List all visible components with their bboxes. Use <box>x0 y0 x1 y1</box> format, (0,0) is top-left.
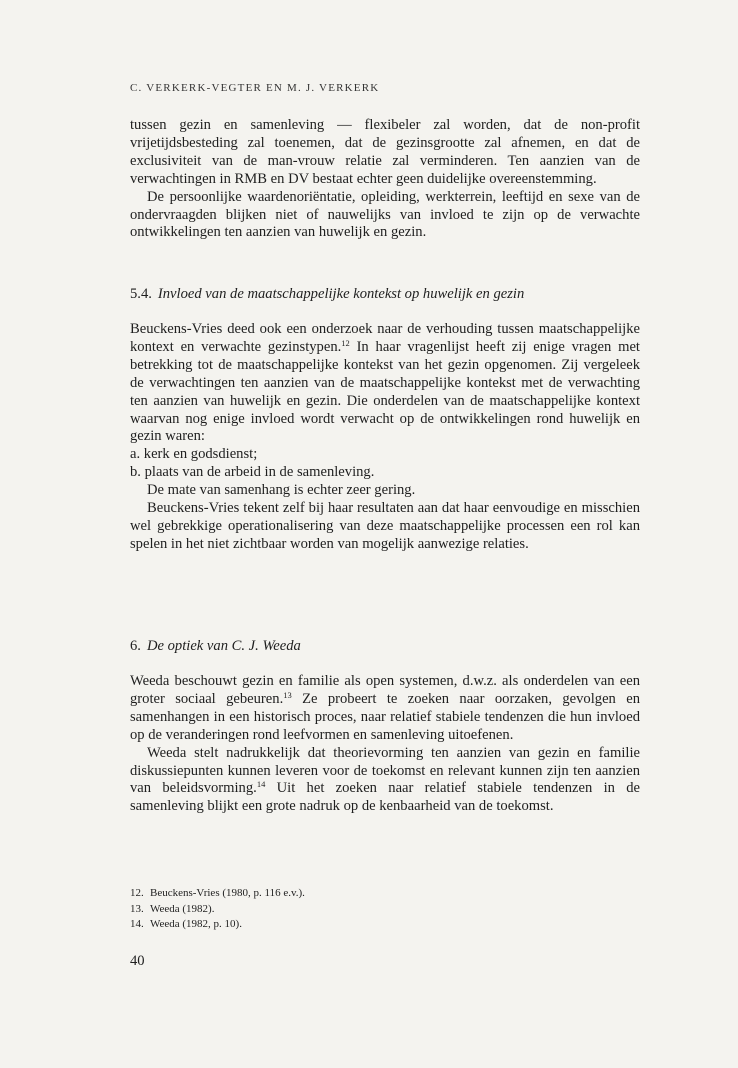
footnote-12 <box>130 886 305 902</box>
section-6-text-block <box>130 673 640 816</box>
footnotes <box>130 886 305 933</box>
footnote-text: Weeda (1982, p. 10). <box>150 918 242 930</box>
section-number: 6. <box>130 638 141 654</box>
section-title: De optiek van C. J. Weeda <box>146 638 301 654</box>
paragraph-text: Ze probeert te zoeken naar oorzaken, gevolgen en samenhangen in een historisch proces, naar relatief stabiele tendenzen die hun invloed op de veranderingen rond leefvormen en samenleving uitoefenen. <box>130 690 640 743</box>
document-page <box>130 0 642 1068</box>
footnote-ref-12: 12 <box>341 337 350 348</box>
section-title: Invloed van de maatschappelijke kontekst op huwelijk en gezin <box>157 286 525 302</box>
paragraph-weeda-systemen <box>130 673 640 745</box>
paragraph-text: Weeda beschouwt gezin en familie als open systemen, d.w.z. als onderdelen van een groter sociaal gebeuren. <box>130 673 640 707</box>
paragraph-samenhang: De mate van samenhang is echter zeer gering. <box>147 482 416 499</box>
section-heading-5-4 <box>130 285 524 303</box>
paragraph-continued: tussen gezin en samenleving — flexibeler zal worden, dat de non-profit vrijetijdsbesteding zal toenemen, dat de gezinsgrootte zal afnemen, en dat de exclusiviteit van de man-vrouw relatie zal verminderen. Ten aanzien van de verwachtingen in RMB en DV bestaat echter geen duidelijke overeenstemming. <box>130 117 640 187</box>
list-item-a: a. kerk en godsdienst; <box>130 446 258 463</box>
page-number: 40 <box>130 953 145 969</box>
footnote-ref-13: 13 <box>283 689 292 700</box>
footnote-text: Weeda (1982). <box>150 902 215 915</box>
paragraph-text: Weeda stelt nadrukkelijk dat theorievorming ten aanzien van gezin en familie diskussiepunten kunnen leveren voor de toekomst en relevant kunnen zijn ten aanzien van beleidsvorming. <box>130 744 640 797</box>
footnote-14 <box>130 917 305 933</box>
footnote-text: Beuckens-Vries (1980, p. 116 e.v.). <box>150 887 305 899</box>
footnote-number: 12. <box>130 887 144 899</box>
paragraph-weeda-theorievorming <box>130 745 640 817</box>
footnote-13 <box>130 902 305 918</box>
section-number: 5.4. <box>130 286 152 302</box>
footnote-number: 13. <box>130 902 144 915</box>
paragraph-text: In haar vragenlijst heeft zij enige vragen met betrekking tot de maatschappelijke kontekst van het gezin opgenomen. Zij vergeleek de verwachtingen ten aanzien van de maatschappelijke kontekst met de verwachting ten aanzien van huwelijk en gezin. Die onderdelen van de maatschappelijke kontext waarvan nog enige invloed wordt verwacht op de ontwikkelingen rond huwelijk en gezin waren: <box>130 338 640 445</box>
section-heading-6 <box>130 637 301 655</box>
footnote-ref-14: 14 <box>256 779 266 790</box>
intro-text-block <box>130 117 640 242</box>
paragraph-waardenorientatie: De persoonlijke waardenoriëntatie, opleiding, werkterrein, leeftijd en sexe van de ondervraagden blijken niet of nauwelijks van invloed te zijn op de verwachte ontwikkelingen ten aanzien van huwelijk en gezin. <box>130 188 640 241</box>
paragraph-beuckens-vries <box>130 321 640 446</box>
section-5-4-text-block <box>130 321 640 554</box>
list-item-b: b. plaats van de arbeid in de samenleving. <box>130 464 375 481</box>
paragraph-resultaten: Beuckens-Vries tekent zelf bij haar resultaten aan dat haar eenvoudige en misschien wel gebrekkige operationalisering van deze maatschappelijke processen een rol kan spelen in het niet zichtbaar worden van mogelijk aanwezige relaties. <box>130 500 640 552</box>
footnote-number: 14. <box>130 918 144 930</box>
running-head: C. VERKERK-VEGTER EN M. J. VERKERK <box>130 82 380 94</box>
paragraph-text: Beuckens-Vries deed ook een onderzoek naar de verhouding tussen maatschappelijke kontext en verwachte gezinstypen. <box>130 321 640 355</box>
paragraph-text: Uit het zoeken naar relatief stabiele tendenzen in de samenleving blijkt een grote nadruk op de kenbaarheid van de toekomst. <box>130 780 640 815</box>
